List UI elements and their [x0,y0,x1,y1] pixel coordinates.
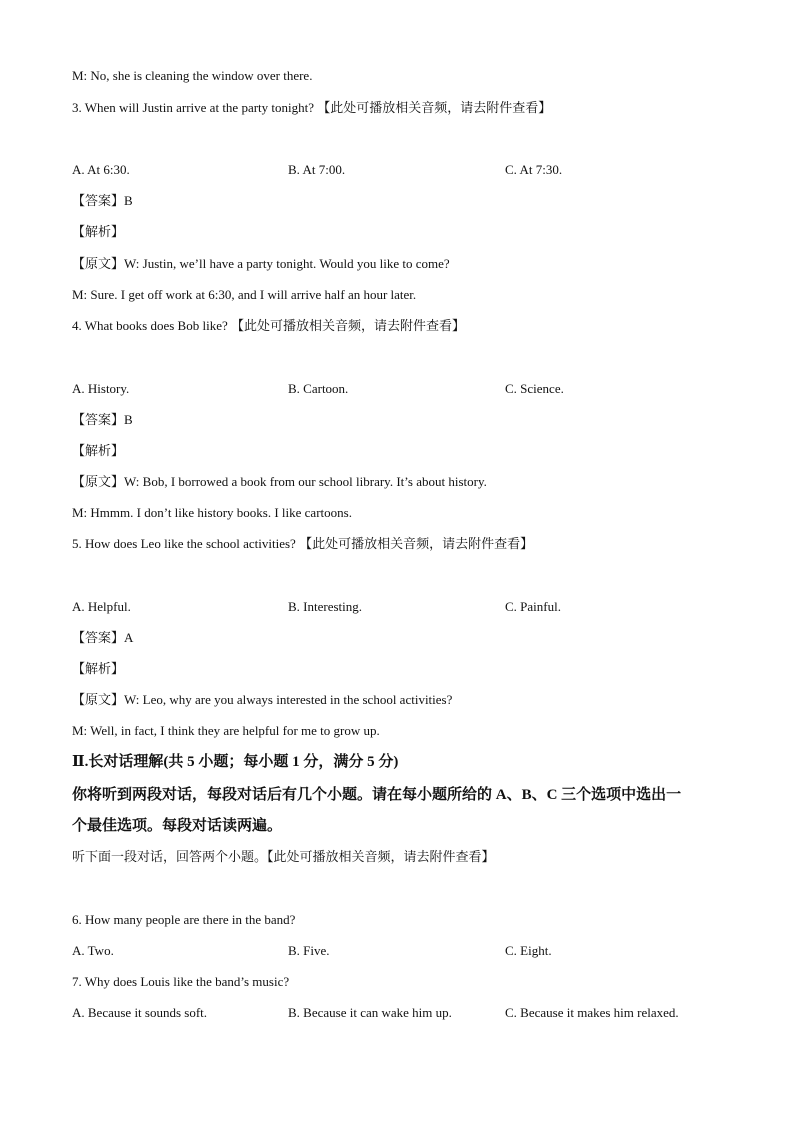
listening-prompt: 听下面一段对话，回答两个小题。【此处可播放相关音频，请去附件查看】 [72,849,495,864]
section-heading: Ⅱ.长对话理解(共 5 小题；每小题 1 分，满分 5 分) [72,754,399,770]
option-c: C. Science. [505,381,564,396]
question-7: 7. Why does Louis like the band’s music? [72,974,290,989]
option-a: A. Helpful. [72,599,131,614]
question-7-options [72,1004,752,1022]
transcript-line: 【原文】W: Leo, why are you always interested in the school activities? [72,692,453,707]
option-b: B. Cartoon. [288,381,349,396]
option-a: A. Two. [72,943,114,958]
option-b: B. Because it can wake him up. [288,1005,452,1020]
dialogue-line: M: Sure. I get off work at 6:30, and I will arrive half an hour later. [72,287,417,302]
question-5-options [72,598,752,616]
dialogue-line: M: Well, in fact, I think they are helpful for me to grow up. [72,723,380,738]
option-c: C. Eight. [505,943,552,958]
question-3: 3. When will Justin arrive at the party tonight? 【此处可播放相关音频，请去附件查看】 [72,100,552,115]
analysis-label: 【解析】 [72,224,125,239]
answer-label: 【答案】B [72,412,133,427]
option-a: A. At 6:30. [72,162,130,177]
dialogue-line: M: Hmmm. I don’t like history books. I like cartoons. [72,505,352,520]
question-6-options [72,942,752,960]
option-b: B. Interesting. [288,599,363,614]
section-instructions: 你将听到两段对话，每段对话后有几个小题。请在每小题所给的 A、B、C 三个选项中选出一 [72,787,682,803]
dialogue-line: M: No, she is cleaning the window over there. [72,68,313,83]
section-instructions-cont: 个最佳选项。每段对话读两遍。 [72,818,283,834]
question-5: 5. How does Leo like the school activities? 【此处可播放相关音频，请去附件查看】 [72,536,534,551]
analysis-label: 【解析】 [72,443,125,458]
question-4: 4. What books does Bob like? 【此处可播放相关音频，请去附件查看】 [72,318,465,333]
option-a: A. History. [72,381,130,396]
option-c: C. Because it makes him relaxed. [505,1005,679,1020]
option-b: B. Five. [288,943,330,958]
transcript-line: 【原文】W: Bob, I borrowed a book from our school library. It’s about history. [72,474,487,489]
option-a: A. Because it sounds soft. [72,1005,208,1020]
option-c: C. At 7:30. [505,162,563,177]
question-4-options [72,380,752,398]
question-3-options [72,161,752,179]
answer-label: 【答案】A [72,630,134,645]
option-c: C. Painful. [505,599,561,614]
option-b: B. At 7:00. [288,162,346,177]
answer-label: 【答案】B [72,193,133,208]
analysis-label: 【解析】 [72,661,125,676]
question-6: 6. How many people are there in the band? [72,912,296,927]
transcript-line: 【原文】W: Justin, we’ll have a party tonight. Would you like to come? [72,256,450,271]
